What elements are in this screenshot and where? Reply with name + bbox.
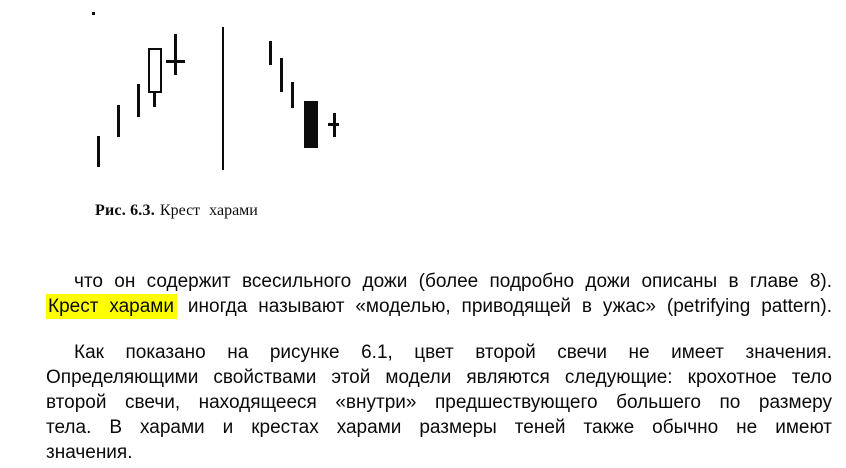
figure-caption-title: Крест харами (159, 202, 258, 219)
white-candle-body (148, 48, 162, 93)
text-segment: значения. (46, 442, 133, 463)
white-candle-lower-shadow (153, 93, 156, 107)
paragraph-1 (46, 269, 832, 319)
figure-caption (95, 202, 258, 220)
text-line (46, 415, 832, 440)
text-segment: Определяющими свойствами этой модели являются следующие: крохотное тело (46, 367, 832, 388)
up-candle-2 (117, 105, 120, 137)
doji-2-horizontal (328, 123, 339, 126)
paragraph-2 (46, 340, 832, 465)
down-candle-3 (291, 82, 294, 108)
text-line (46, 294, 832, 319)
text-segment: Как показано на рисунке 6.1, цвет второй свечи не имеет значения. (74, 342, 832, 363)
down-candle-2 (280, 58, 283, 92)
page-dot (92, 12, 95, 15)
text-line (46, 390, 832, 415)
doji-1-horizontal (166, 60, 185, 63)
figure-6-3 (0, 0, 423, 234)
text-line (46, 440, 832, 465)
text-line (46, 365, 832, 390)
doji-1-vertical (174, 34, 177, 75)
text-segment: что он содержит всесильного дожи (более подробно дожи описаны в главе 8). (74, 271, 832, 292)
figure-caption-label: Рис. 6.3. (95, 202, 155, 219)
up-candle-3 (137, 84, 140, 117)
text-segment: тела. В харами и крестах харами размеры теней также обычно не имеют (46, 417, 832, 438)
text-line (46, 269, 832, 294)
text-line (46, 340, 832, 365)
text-segment: иногда называют «моделью, приводящей в ужас» (petrifying pattern). (176, 296, 832, 317)
body-text (46, 269, 832, 465)
black-candle-body (304, 101, 318, 148)
panel-divider (222, 27, 224, 170)
up-candle-1 (97, 136, 100, 167)
highlighted-term: Крест харами (46, 294, 177, 319)
down-candle-1 (269, 41, 272, 65)
text-segment: второй свечи, находящееся «внутри» предшествующего большего по размеру (46, 392, 832, 413)
